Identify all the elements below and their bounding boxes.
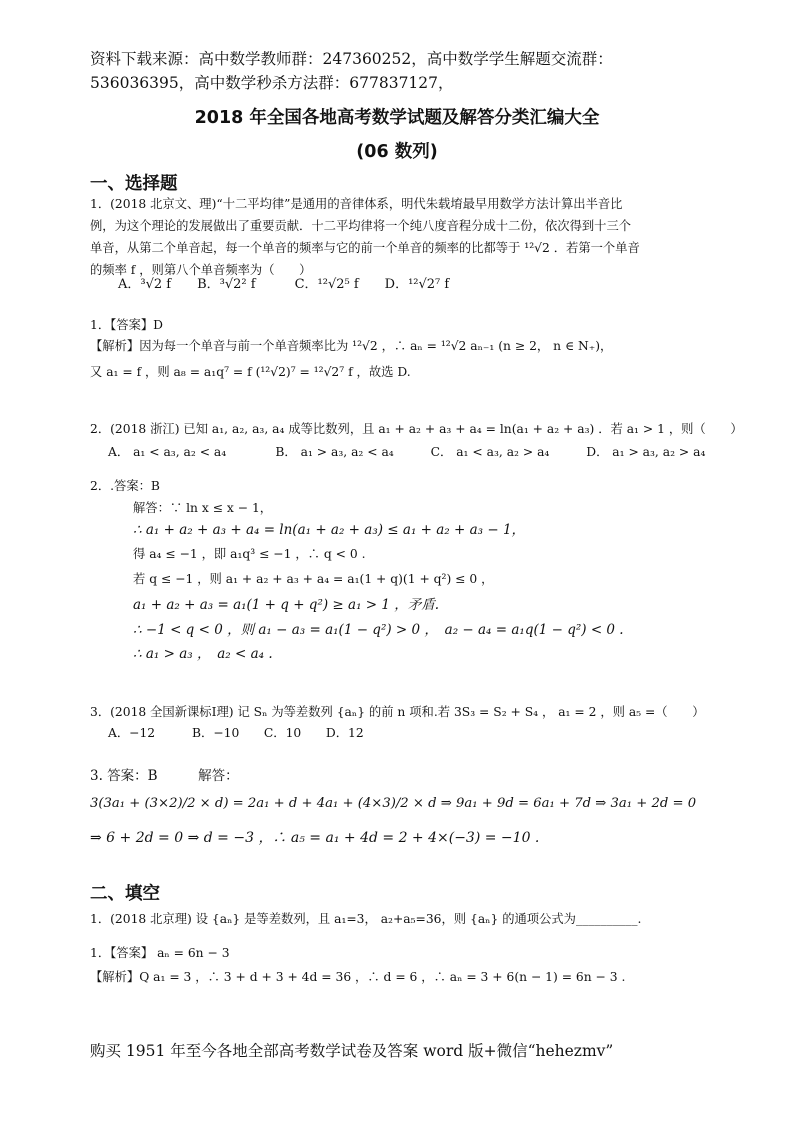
q3-solution-line-2: ⇒ 6 + 2d = 0 ⇒ d = −3 ，∴ a₅ = a₁ + 4d = 2 + 4×(−3) = −10 . [90,830,540,846]
f1-solution: 【解析】Q a₁ = 3 ，∴ 3 + d + 3 + 4d = 36 ，∴ d = 6 ，∴ aₙ = 3 + 6(n − 1) = 6n − 3 . [90,970,626,984]
f1-stem: 1．(2018 北京理) 设 {aₙ} 是等差数列，且 a₁=3， a₂+a₅=36，则 {aₙ} 的通项公式为__________. [90,912,642,926]
q3-options: A．−12 B．−10 C．10 D．12 [108,726,364,740]
section-heading-fill-blank: 二、填空 [90,884,160,904]
q1-stem-line-4: 的频率 f ，则第八个单音频率为（ ） [90,263,312,277]
document-subtitle: (06 数列) [356,142,438,162]
q3-stem: 3．(2018 全国新课标Ⅰ理) 记 Sₙ 为等差数列 {aₙ} 的前 n 项和.若 3S₃ = S₂ + S₄ ， a₁ = 2 ，则 a₅ =（ ） [90,705,705,719]
q3-solution-line-1: 3(3a₁ + (3×2)/2 × d) = 2a₁ + d + 4a₁ + (4×3)/2 × d ⇒ 9a₁ + 9d = 6a₁ + 7d ⇒ 3a₁ + 2d = 0 [90,796,697,811]
document-title: 2018 年全国各地高考数学试题及解答分类汇编大全 [194,108,600,128]
q2-solution-line-2: ∴ a₁ + a₂ + a₃ + a₄ = ln(a₁ + a₂ + a₃) ≤ a₁ + a₂ + a₃ − 1， [133,522,526,538]
q2-stem: 2．(2018 浙江) 已知 a₁, a₂, a₃, a₄ 成等比数列，且 a₁ + a₂ + a₃ + a₄ = ln(a₁ + a₂ + a₃) ．若 a₁ > 1 ，则（ ） [90,422,743,436]
source-header-line-1: 资料下载来源：高中数学教师群：247360252，高中数学学生解题交流群： [90,50,613,68]
q1-stem-line-1: 1．(2018 北京文、理)“十二平均律”是通用的音律体系，明代朱载堉最早用数学方法计算出半音比 [90,197,623,211]
q2-answer: 2．.答案：B [90,479,160,493]
q2-solution-line-1: 解答：∵ ln x ≤ x − 1， [133,501,273,515]
footer-note: 购买 1951 年至今各地全部高考数学试卷及答案 word 版+微信“hehezmv” [90,1042,614,1060]
q1-solution-line-2: 又 a₁ = f ，则 a₈ = a₁q⁷ = f (¹²√2)⁷ = ¹²√2⁷ f ，故选 D. [90,365,411,379]
q2-solution-line-7: ∴ a₁ > a₃ ， a₂ < a₄ . [133,646,273,662]
f1-answer: 1．【答案】 aₙ = 6n − 3 [90,946,230,960]
q2-options: A． a₁ < a₃, a₂ < a₄ B． a₁ > a₃, a₂ < a₄ C． a₁ < a₃, a₂ > a₄ D． a₁ > a₃, a₂ > a₄ [108,445,706,459]
q2-solution-line-6: ∴ −1 < q < 0 ，则 a₁ − a₃ = a₁(1 − q²) > 0 ， a₂ − a₄ = a₁q(1 − q²) < 0 . [133,622,624,638]
q1-options: A．³√2 f B．³√2² f C．¹²√2⁵ f D．¹²√2⁷ f [118,277,450,292]
q1-solution-line-1: 【解析】因为每一个单音与前一个单音频率比为 ¹²√2 ，∴ aₙ = ¹²√2 aₙ₋₁ (n ≥ 2， n ∈ N₊)， [90,339,613,353]
q2-solution-line-5: a₁ + a₂ + a₃ = a₁(1 + q + q²) ≥ a₁ > 1 ，矛盾. [133,597,440,613]
q1-stem-line-2: 例，为这个理论的发展做出了重要贡献．十二平均律将一个纯八度音程分成十二份，依次得到十三个 [90,219,632,233]
q3-answer: 3. 答案：B 解答： [90,768,239,784]
section-heading-choice: 一、选择题 [90,174,178,194]
q2-solution-line-3: 得 a₄ ≤ −1 ，即 a₁q³ ≤ −1 ，∴ q < 0 . [133,547,366,561]
q1-stem-line-3: 单音，从第二个单音起，每一个单音的频率与它的前一个单音的频率的比都等于 ¹²√2 ．若第一个单音 [90,241,640,255]
q2-solution-line-4: 若 q ≤ −1 ，则 a₁ + a₂ + a₃ + a₄ = a₁(1 + q)(1 + q²) ≤ 0 ， [133,572,494,586]
q1-answer: 1．【答案】D [90,318,164,332]
source-header-line-2: 536036395，高中数学秒杀方法群：677837127， [90,74,454,92]
